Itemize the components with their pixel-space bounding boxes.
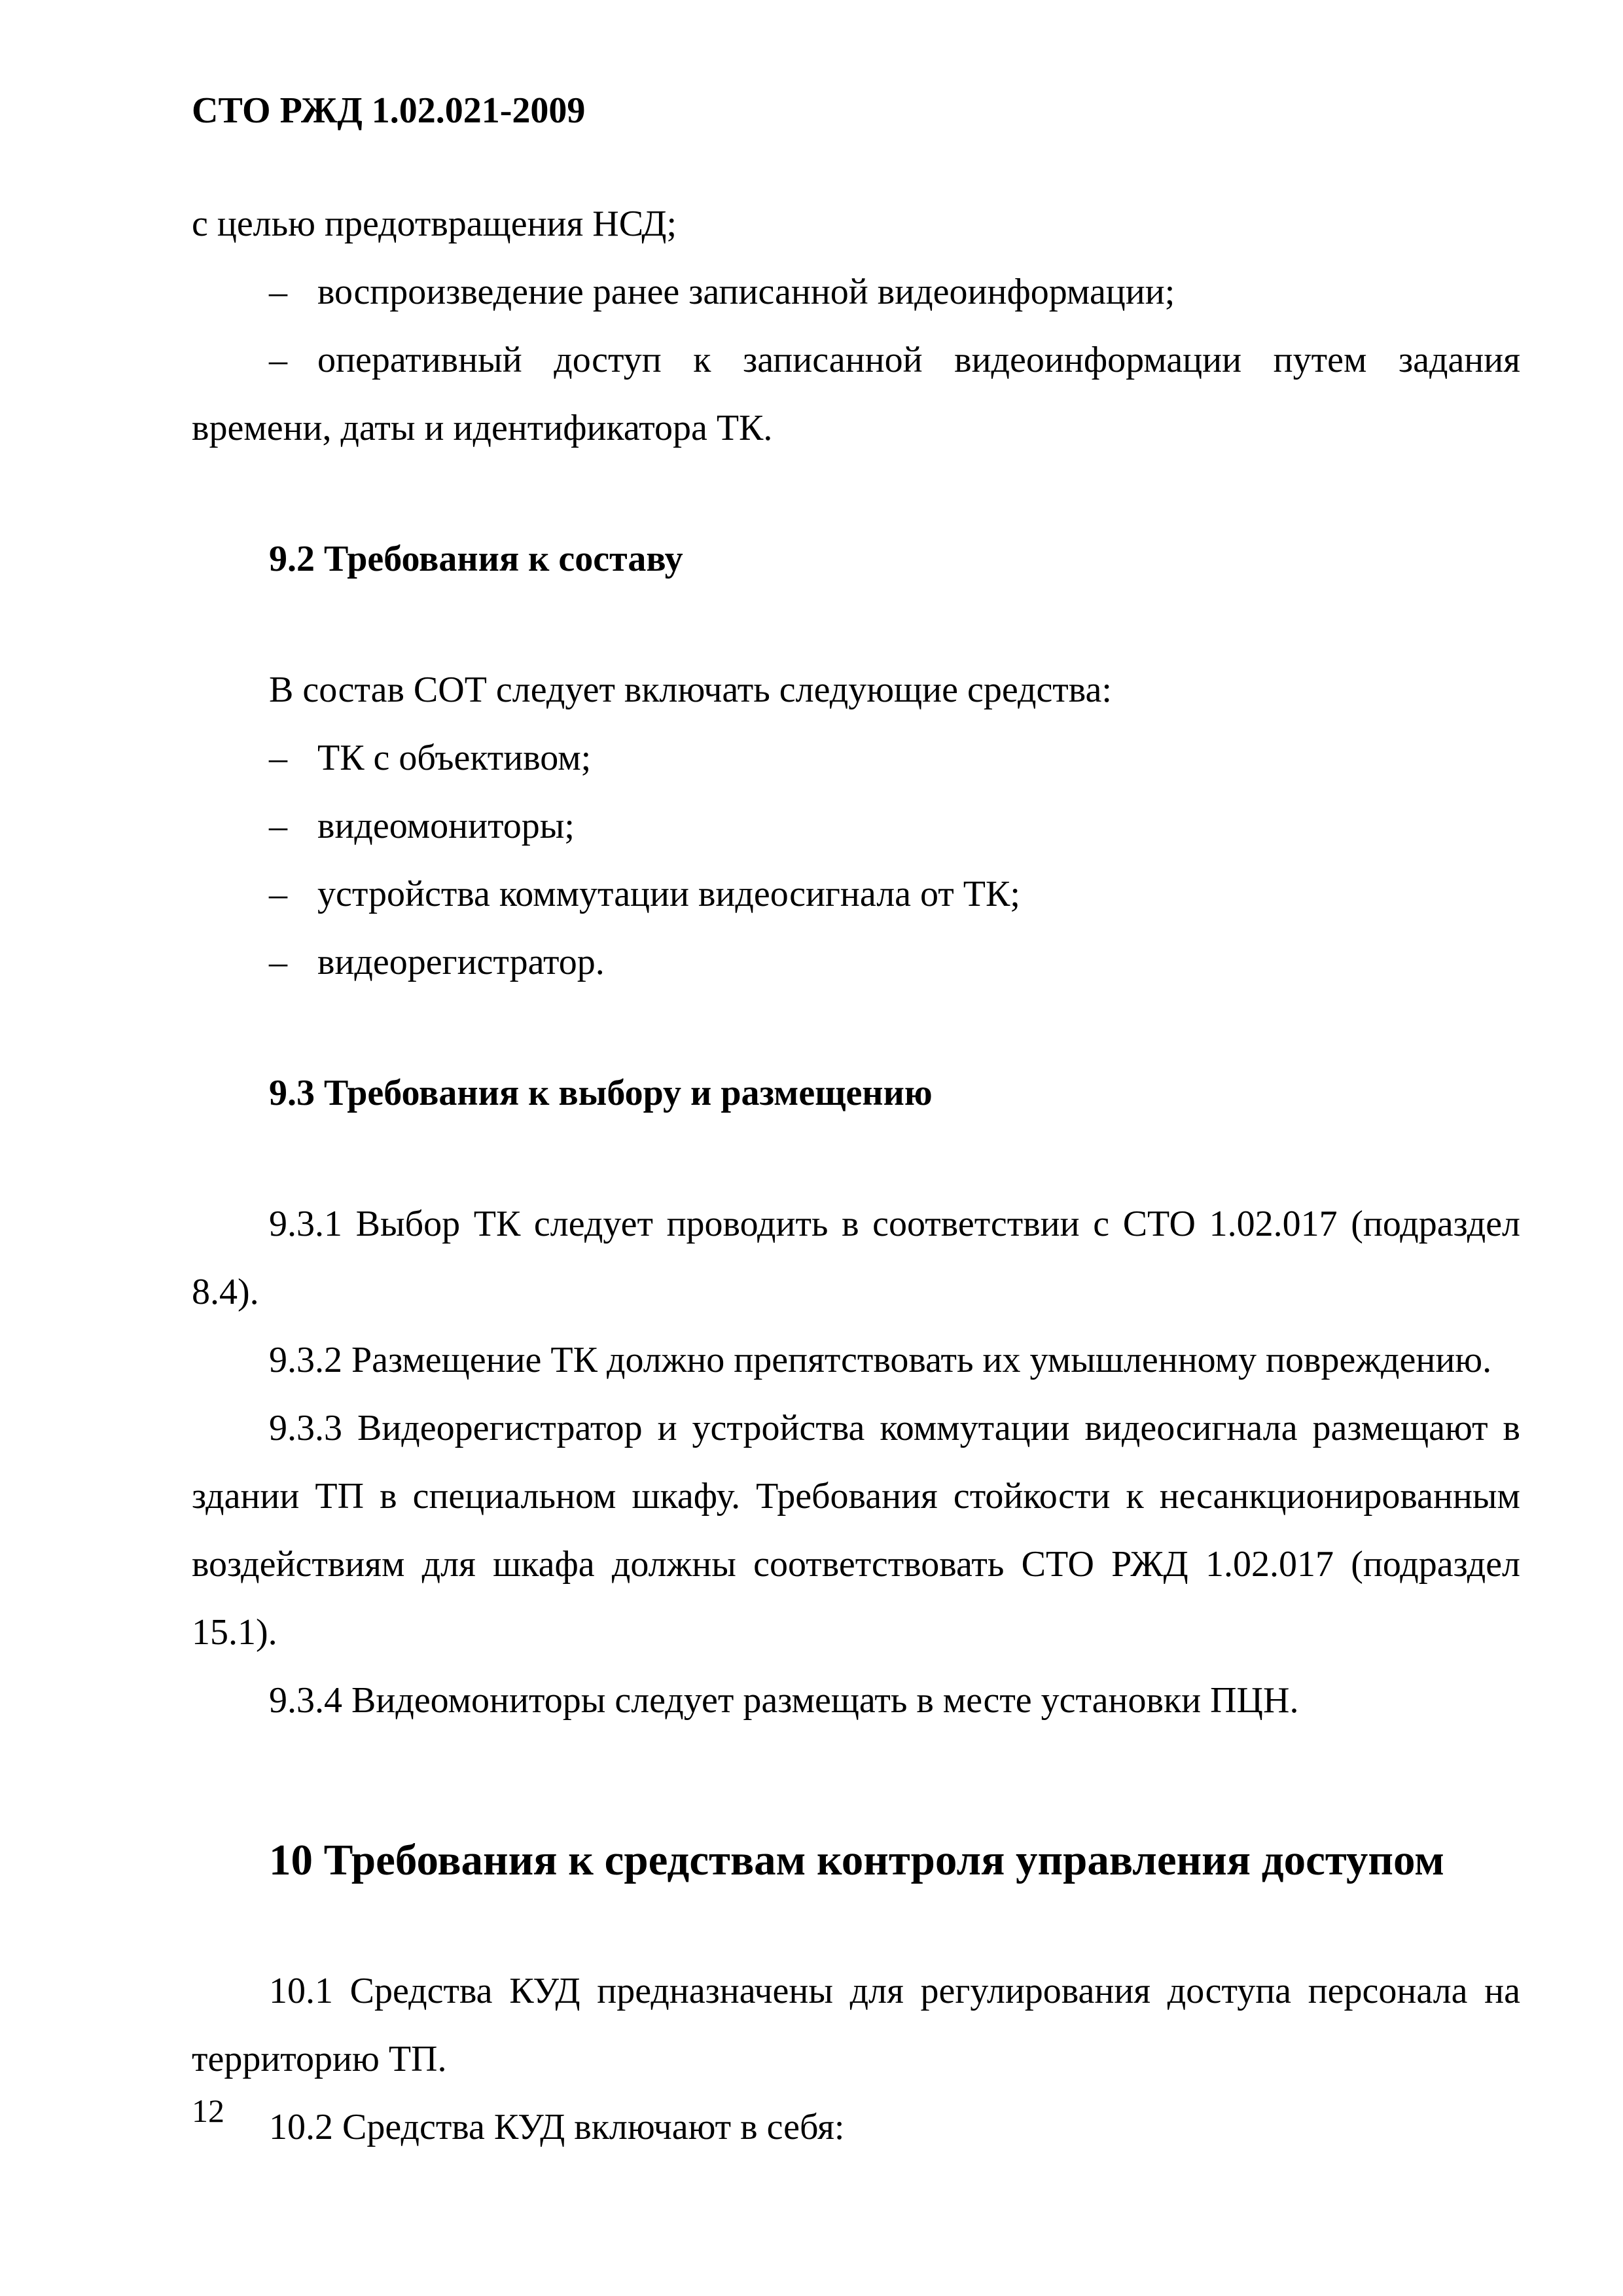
list-item-text: оперативный доступ к записанной видеоинформации путем задания времени, даты и идентификатора ТК. [192, 340, 1520, 448]
paragraph-10-2: 10.2 Средства КУД включают в себя: [269, 2107, 845, 2147]
list-item [192, 724, 1520, 792]
list-item [192, 326, 1520, 462]
dash-marker: – [269, 874, 287, 914]
paragraph-9-3-3: 9.3.3 Видеорегистратор и устройства коммутации видеосигнала размещают в здании ТП в специальном шкафу. Требования стойкости к несанкционированным воздействиям для шкафа должны соответствовать СТО РЖД 1.02.017 (подраздел 15.1). [192, 1408, 1520, 1653]
dash-marker: – [269, 272, 287, 312]
list-item-text: устройства коммутации видеосигнала от ТК; [317, 874, 1020, 914]
list-item-text: ТК с объективом; [317, 738, 592, 778]
continuation-line: с целью предотвращения НСД; [192, 204, 677, 244]
section-heading-10: 10 Требования к средствам контроля управления доступом [269, 1836, 1444, 1884]
paragraph-10-1: 10.1 Средства КУД предназначены для регулирования доступа персонала на территорию ТП. [192, 1971, 1520, 2079]
document-body [192, 190, 1520, 2161]
page-number: 12 [192, 2092, 224, 2129]
section-heading-9-2: 9.2 Требования к составу [269, 539, 683, 579]
paragraph-9-3-4: 9.3.4 Видеомониторы следует размещать в месте установки ПЦН. [269, 1680, 1299, 1721]
list-item [192, 928, 1520, 996]
list-item [192, 258, 1520, 326]
dash-marker: – [269, 942, 287, 982]
list-item-text: воспроизведение ранее записанной видеоинформации; [317, 272, 1175, 312]
section-9-2-intro: В состав СОТ следует включать следующие средства: [269, 670, 1112, 710]
paragraph-9-3-2: 9.3.2 Размещение ТК должно препятствовать их умышленному повреждению. [269, 1340, 1492, 1380]
list-item [192, 860, 1520, 928]
list-item [192, 792, 1520, 860]
dash-marker: – [269, 738, 287, 778]
list-item-text: видеомониторы; [317, 806, 575, 846]
paragraph-9-3-1: 9.3.1 Выбор ТК следует проводить в соответствии с СТО 1.02.017 (подраздел 8.4). [192, 1204, 1520, 1312]
list-item-text: видеорегистратор. [317, 942, 605, 982]
section-heading-9-3: 9.3 Требования к выбору и размещению [269, 1073, 933, 1113]
dash-marker: – [269, 340, 287, 380]
document-code-header: СТО РЖД 1.02.021-2009 [192, 90, 586, 131]
dash-marker: – [269, 806, 287, 846]
